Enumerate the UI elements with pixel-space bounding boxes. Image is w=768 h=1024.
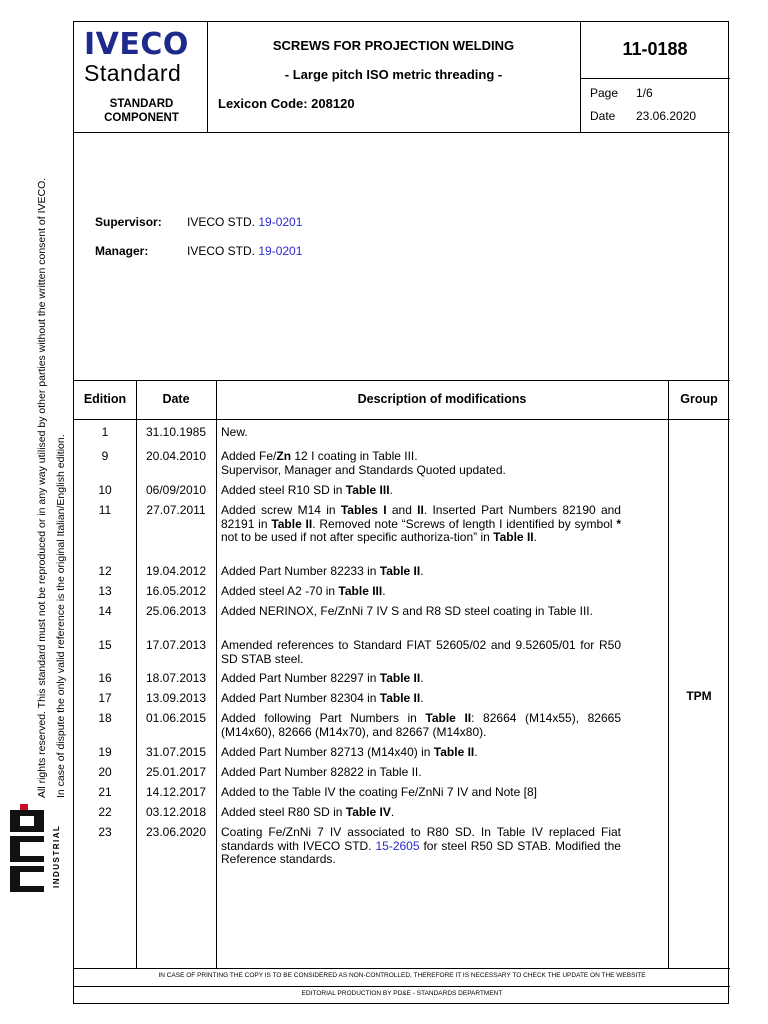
editorial-production: EDITORIAL PRODUCTION BY PD&E - STANDARDS DEPARTMENT [301,990,503,997]
header-bottom-line [74,132,730,133]
page-subtitle: - Large pitch ISO metric threading - [284,67,503,82]
edition-cell: 17 [98,691,112,705]
date-value: 23.06.2020 [636,109,697,123]
printing-notice: IN CASE OF PRINTING THE COPY IS TO BE CONSIDERED AS NON-CONTROLLED, THEREFORE IT IS NECESSARY TO CHECK THE UPDATE ON THE WEBSITE [158,972,646,979]
date-cell: 01.06.2015 [145,711,207,725]
description-cell: Added Part Number 82713 (M14x40) in Table II. [221,745,478,759]
supervisor-label: Supervisor: [95,215,162,229]
page-title: SCREWS FOR PROJECTION WELDING [272,38,515,53]
edition-column-header: Edition [83,392,127,406]
edition-cell: 21 [98,785,112,799]
date-cell: 17.07.2013 [145,638,207,652]
date-cell: 31.10.1985 [145,425,207,439]
column-divider [216,380,217,968]
description-cell: Added Fe/Zn 12 I coating in Table III. Supervisor, Manager and Standards Quoted updated. [221,449,506,477]
date-label: Date [590,109,616,123]
description-cell: Added Part Number 82822 in Table II. [221,765,422,779]
table-bottom-line [74,968,730,969]
edition-cell: 22 [98,805,112,819]
date-cell: 06/09/2010 [145,483,207,497]
cnh-logo-subtext: INDUSTRIAL [52,824,61,888]
date-cell: 16.05.2012 [145,584,207,598]
column-divider [668,380,669,968]
iveco-brand: IVECO [84,27,189,62]
edition-cell: 15 [98,638,112,652]
description-cell: Added screw M14 in Tables I and II. Inserted Part Numbers 82190 and 82191 in Table II. Removed note “Screws of length I identified by symbol * not to be used if not after specific authoriza-tion” in Table II. [221,503,622,545]
description-cell: Added steel R80 SD in Table IV. [221,805,395,819]
table-top-line [74,380,730,381]
description-cell: New. [221,425,248,439]
manager-value [187,244,302,258]
date-cell: 31.07.2015 [145,745,207,759]
description-cell: Added steel R10 SD in Table III. [221,483,393,497]
description-cell: Added to the Table IV the coating Fe/ZnNi 7 IV and Note [8] [221,785,537,799]
description-cell: Coating Fe/ZnNi 7 IV associated to R80 SD. In Table IV replaced Fiat standards with IVECO STD. 15-2605 for steel R50 SD STAB. Modified the Reference standards. [221,825,621,867]
standard-component-label: STANDARD COMPONENT [104,98,179,124]
date-cell: 27.07.2011 [146,503,206,517]
standard-document [73,21,729,1004]
manager-label: Manager: [95,244,149,258]
manager-prefix: IVECO STD. [187,244,256,258]
description-cell: Added Part Number 82233 in Table II. [221,564,424,578]
edition-cell: 1 [101,425,109,439]
table-header-line [74,419,730,420]
date-cell: 14.12.2017 [145,785,207,799]
standard-number: 11-0188 [622,39,688,59]
supervisor-prefix: IVECO STD. [187,215,256,229]
edition-cell: 11 [98,503,112,517]
edition-cell: 16 [98,671,112,685]
date-cell: 18.07.2013 [145,671,207,685]
iveco-standard-logo [84,27,204,90]
edition-cell: 18 [98,711,112,725]
header-divider [580,78,730,79]
edition-cell: 12 [98,564,112,578]
footer-divider [74,986,730,987]
supervisor-ref-link[interactable]: 19-0201 [258,215,303,229]
date-column-header: Date [162,392,190,406]
page-label: Page [590,86,619,100]
description-cell: Added following Part Numbers in Table II: 82664 (M14x55), 82665 (M14x60), 82666 (M14x70), and 82667 (M14x80). [221,711,622,739]
date-cell: 25.06.2013 [145,604,207,618]
date-cell: 20.04.2010 [145,449,207,463]
left-margin [0,0,72,1024]
manager-ref-link[interactable]: 19-0201 [258,244,303,258]
supervisor-value [187,215,302,229]
group-value: TPM [686,689,712,703]
edition-cell: 19 [98,745,112,759]
edition-cell: 9 [101,449,109,463]
iveco-standard-label: Standard [84,60,182,86]
description-cell: Added Part Number 82304 in Table II. [221,691,424,705]
dispute-notice: In case of dispute the only valid reference is the original Italian/English edition. [55,434,67,798]
description-column-header: Description of modifications [357,392,527,406]
edition-cell: 14 [98,604,112,618]
page-value: 1/6 [636,86,653,100]
date-cell: 03.12.2018 [145,805,207,819]
copyright-notice: All rights reserved. This standard must not be reproduced or in any way utilised by other parties without the written consent of IVECO. [36,177,48,798]
edition-cell: 13 [98,584,112,598]
edition-cell: 23 [98,825,112,839]
lexicon-code: Lexicon Code: 208120 [218,96,355,111]
group-column-header: Group [680,392,718,406]
date-cell: 19.04.2012 [145,564,207,578]
date-cell: 13.09.2013 [145,691,207,705]
edition-cell: 10 [98,483,112,497]
date-cell: 23.06.2020 [145,825,207,839]
date-cell: 25.01.2017 [145,765,207,779]
description-cell: Added steel A2 -70 in Table III. [221,584,386,598]
description-cell: Added NERINOX, Fe/ZnNi 7 IV S and R8 SD steel coating in Table III. [221,604,593,618]
description-cell: Amended references to Standard FIAT 52605/02 and 9.52605/01 for R50 SD STAB steel. [221,638,621,666]
edition-cell: 20 [98,765,112,779]
description-cell: Added Part Number 82297 in Table II. [221,671,424,685]
